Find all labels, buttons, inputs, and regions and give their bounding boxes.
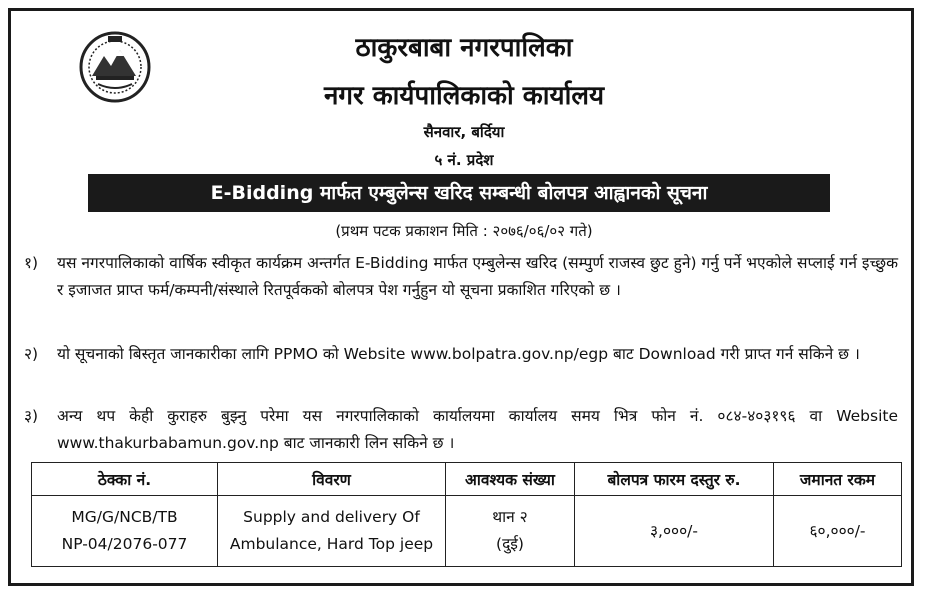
office-name: नगर कार्यपालिकाको कार्यालय xyxy=(323,81,605,111)
notice-title-banner: E-Bidding मार्फत एम्बुलेन्स खरिद सम्बन्धी बोलपत्र आह्वानको सूचना xyxy=(88,174,830,212)
cell-quantity xyxy=(446,496,575,567)
table-row xyxy=(32,496,902,567)
tender-table xyxy=(31,462,902,567)
header-form-fee: बोलपत्र फारम दस्तुर रु. xyxy=(575,463,774,496)
table-header-row xyxy=(32,463,902,496)
point-number: १) xyxy=(24,254,39,272)
cell-description xyxy=(218,496,446,567)
point-number: ३) xyxy=(24,407,39,425)
point-3 xyxy=(24,403,898,457)
header-quantity: आवश्यक संख्या xyxy=(446,463,575,496)
description-line-2: Ambulance, Hard Top jeep xyxy=(229,535,434,553)
cell-form-fee: ३,०००/- xyxy=(575,496,774,567)
cell-contract-no xyxy=(32,496,218,567)
contract-no-line-1: MG/G/NCB/TB xyxy=(71,508,178,526)
province-text: ५ नं. प्रदेश xyxy=(434,151,494,169)
quantity-line-1: थान २ xyxy=(492,508,528,526)
quantity-line-2: (दुई) xyxy=(496,535,524,553)
location-text: सैनवार, बर्दिया xyxy=(423,123,505,141)
header-description: विवरण xyxy=(218,463,446,496)
publication-date: (प्रथम पटक प्रकाशन मिति : २०७६/०६/०२ गते) xyxy=(335,222,593,240)
header-contract-no: ठेक्का नं. xyxy=(32,463,218,496)
point-number: २) xyxy=(24,345,39,363)
municipality-name: ठाकुरबाबा नगरपालिका xyxy=(355,33,573,63)
header-security: जमानत रकम xyxy=(774,463,902,496)
point-text: अन्य थप केही कुराहरु बुझ्नु परेमा यस नगरपालिकाको कार्यालयमा कार्यालय समय भित्र फोन नं. ०८४-४०३१९६ वा Website www.thakurbabamun.gov.np बाट जानकारी लिन सकिने छ । xyxy=(57,407,898,452)
point-text: यस नगरपालिकाको वार्षिक स्वीकृत कार्यक्रम अन्तर्गत E-Bidding मार्फत एम्बुलेन्स खरिद (सम्पुर्ण राजस्व छुट हुने) गर्नु पर्ने भएकोले सप्लाई गर्न इच्छुक र इजाजत प्राप्त फर्म/कम्पनी/संस्थाले रितपूर्वकको बोलपत्र पेश गर्नुहुन यो सूचना प्रकाशित गरिएको छ । xyxy=(57,254,898,299)
description-line-1: Supply and delivery Of xyxy=(243,508,420,526)
point-1 xyxy=(24,250,898,304)
point-text: यो सूचनाको बिस्तृत जानकारीका लागि PPMO को Website www.bolpatra.gov.np/egp बाट Download गरी प्राप्त गर्न सकिने छ । xyxy=(57,345,860,363)
cell-security: ६०,०००/- xyxy=(774,496,902,567)
point-2 xyxy=(24,341,898,368)
contract-no-line-2: NP-04/2076-077 xyxy=(61,535,188,553)
